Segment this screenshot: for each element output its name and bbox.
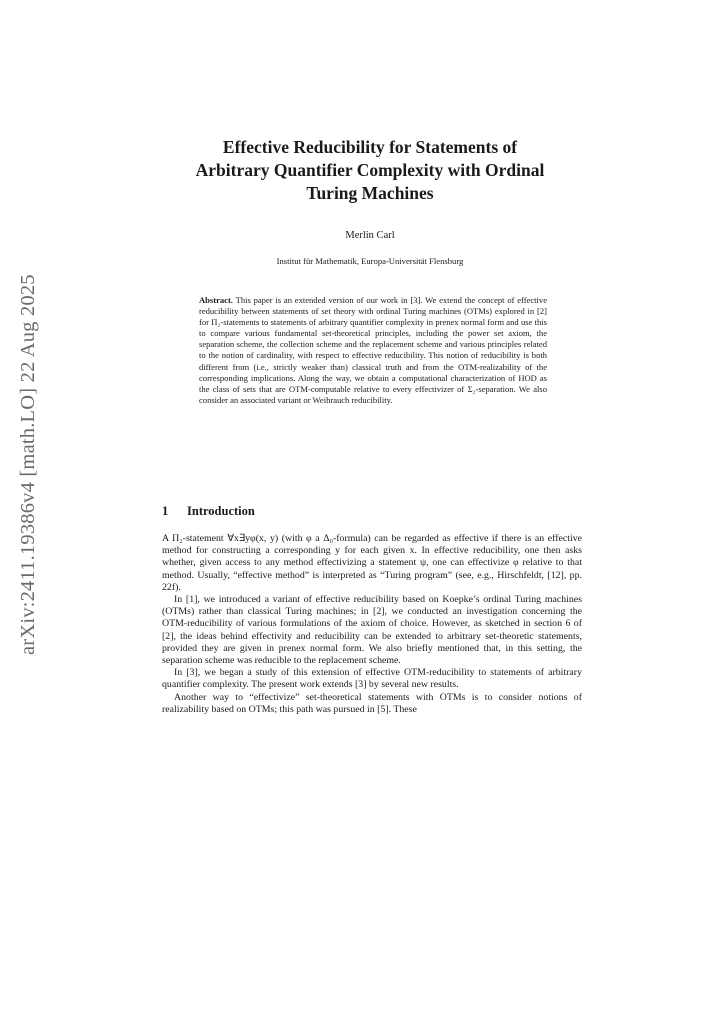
abstract-label: Abstract. bbox=[199, 295, 233, 305]
section-heading bbox=[162, 504, 582, 519]
title-line: Arbitrary Quantifier Complexity with Ordinal bbox=[195, 160, 545, 180]
title-line: Effective Reducibility for Statements of bbox=[222, 137, 518, 157]
paragraph: Another way to “effectivize” set-theoretical statements with OTMs is to consider notions of realizability based on OTMs; this path was pursued in [5]. These bbox=[162, 691, 582, 715]
abstract-text: This paper is an extended version of our work in [3]. We extend the concept of effective reducibility between statements of set theory with ordinal Turing machines (OTMs) explored in [2] for Π₂-statements to statements of arbitrary quantifier complexity in prenex normal form and use this to compare various fundamental set-theoretical principles, including the power set axiom, the separation scheme, the collection scheme and the replacement scheme and various principles related to the notion of cardinality, with respect to effective reducibility. This notion of reducibility is both different from (i.e., strictly weaker than) classical truth and from the OTM-realizability of the corresponding implications. Along the way, we obtain a computational characterization of HOD as the class of sets that are OTM-computable relative to every effectivizer of Σ₂-separation. We also consider an associated variant or Weihrauch reducibility. bbox=[199, 295, 547, 405]
paragraph: In [1], we introduced a variant of effective reducibility based on Koepke’s ordinal Turing machines (OTMs) rather than classical Turing machines; in [2], we conducted an investigation concerning the OTM-reducibility of various formulations of the axiom of choice. However, as sketched in section 6 of [2], the ideas behind effectivity and reducibility can be extended to arbitrary set-theoretic statements, provided they are given in prenex normal form. We also briefly mentioned that, in this setting, the separation scheme was reducible to the replacement scheme. bbox=[162, 594, 582, 667]
abstract bbox=[199, 295, 547, 406]
author-name: Merlin Carl bbox=[345, 230, 395, 241]
body-text bbox=[162, 533, 582, 716]
arxiv-identifier: arXiv:2411.19386v4 [math.LO] 22 Aug 2025 bbox=[17, 274, 39, 655]
author-affiliation: Institut für Mathematik, Europa-Universität Flensburg bbox=[276, 256, 464, 266]
paragraph: In [3], we began a study of this extension of effective OTM-reducibility to statements of arbitrary quantifier complexity. The present work extends [3] by several new results. bbox=[162, 667, 582, 691]
paper-title bbox=[150, 136, 590, 205]
section-number: 1 bbox=[162, 504, 169, 518]
title-line: Turing Machines bbox=[306, 183, 434, 203]
section-title: Introduction bbox=[187, 504, 255, 518]
paragraph: A Π₂-statement ∀x∃yφ(x, y) (with φ a Δ₀-formula) can be regarded as effective if there is an effective method for constructing a corresponding y for each given x. In effective reducibility, one then asks whether, given access to any method effectivizing a statement ψ, one can effectivize φ relative to that method. Usually, “effective method” is interpreted as “Turing program” (see, e.g., Hirschfeldt, [12], pp. 22f). bbox=[162, 533, 582, 593]
